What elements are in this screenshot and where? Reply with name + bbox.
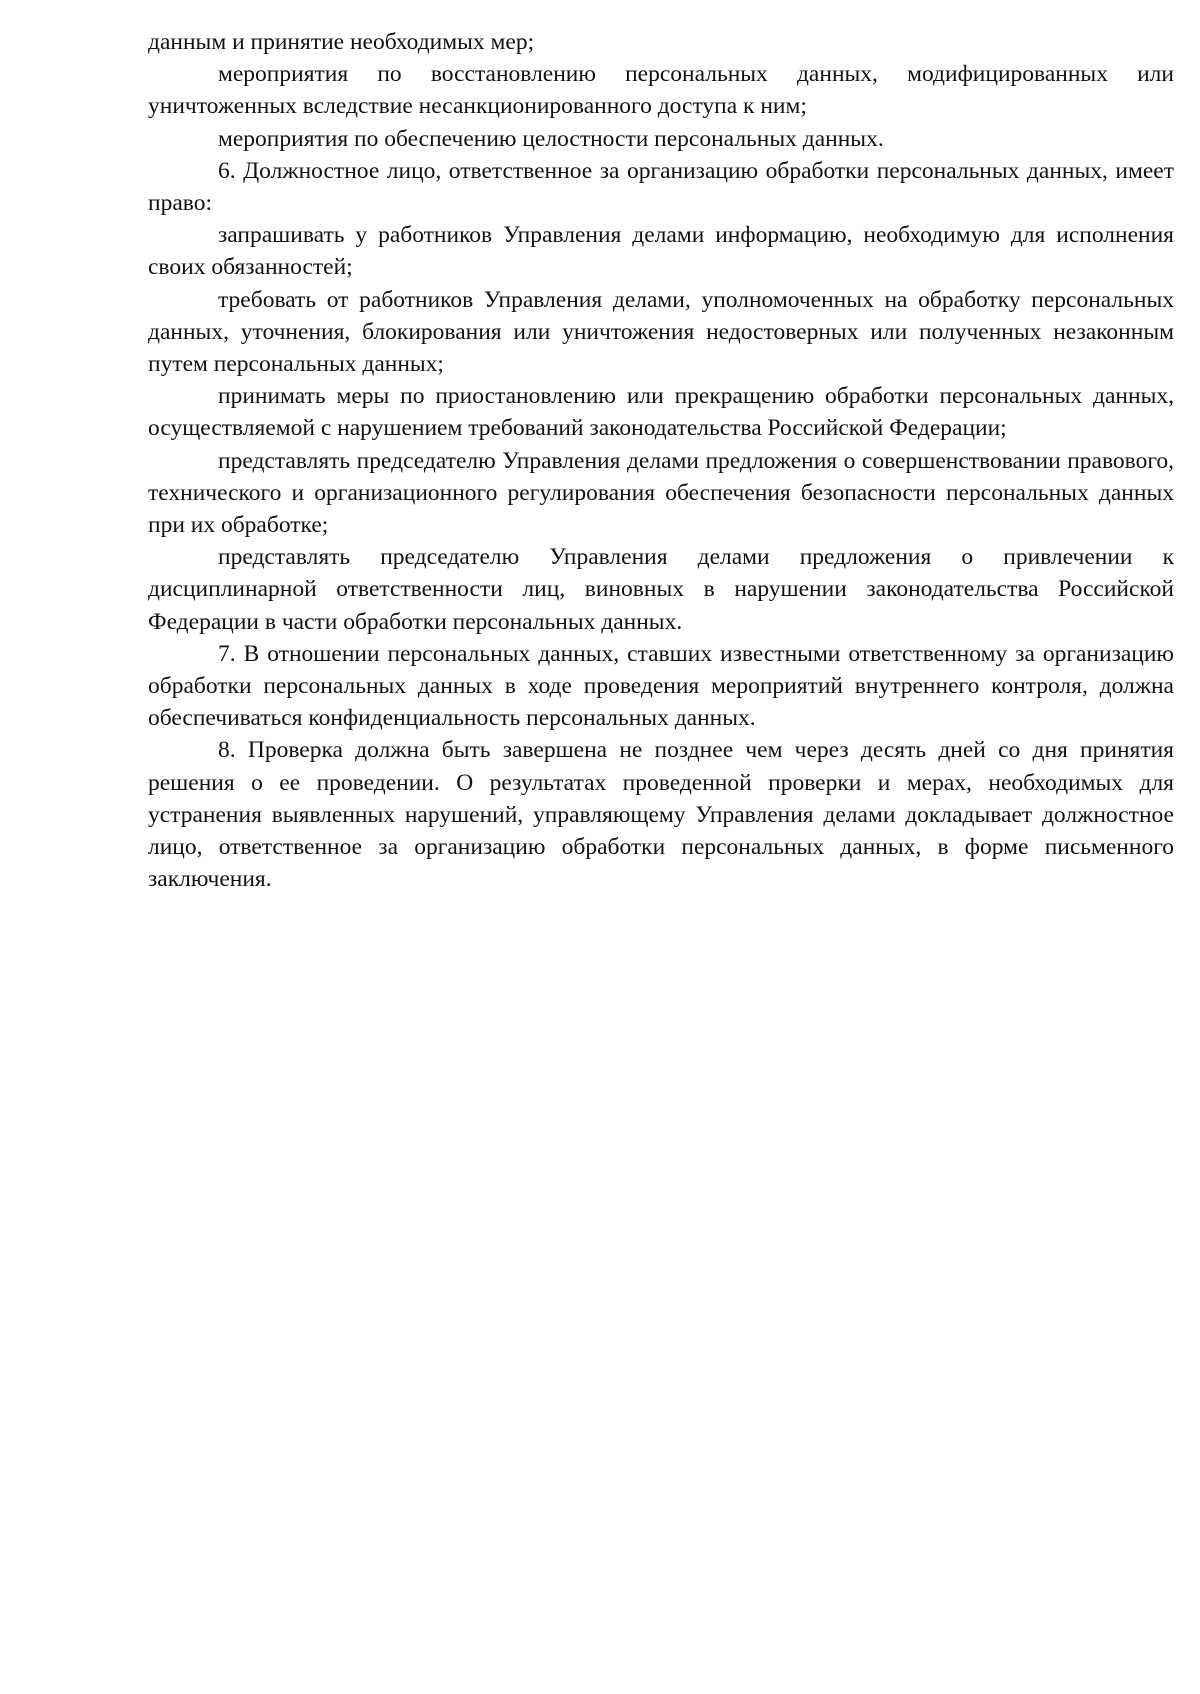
paragraph-disciplinary-proposals: представлять председателю Управления делами предложения о привлечении к дисциплинарной ответственности лиц, виновных в нарушении законодательства Российской Федерации в части обработки персональных данных.	[148, 544, 1174, 635]
paragraph-improvement-proposals: представлять председателю Управления делами предложения о совершенствовании правового, технического и организационного регулирования обеспечения безопасности персональных данных при их обработке;	[148, 447, 1174, 539]
paragraph-continuation: данным и принятие необходимых мер;	[148, 29, 535, 55]
paragraph-item-6: 6. Должностное лицо, ответственное за организацию обработки персональных данных, имеет право:	[148, 157, 1174, 217]
paragraph-restore-data: мероприятия по восстановлению персональных данных, модифицированных или уничтоженных вследствие несанкционированного доступа к ним;	[148, 61, 1174, 120]
paragraph-demand-clarification: требовать от работников Управления делами, уполномоченных на обработку персональных данных, уточнения, блокирования или уничтожения недостоверных или полученных незаконным путем персональных данных;	[148, 286, 1174, 378]
paragraph-request-info: запрашивать у работников Управления делами информацию, необходимую для исполнения своих обязанностей;	[148, 222, 1174, 281]
paragraph-item-7: 7. В отношении персональных данных, ставших известными ответственному за организацию обработки персональных данных в ходе проведения мероприятий внутреннего контроля, должна обеспечиваться конфиденциальность персональных данных.	[148, 640, 1174, 732]
paragraph-suspend-processing: принимать меры по приостановлению или прекращению обработки персональных данных, осуществляемой с нарушением требований законодательства Российской Федерации;	[148, 383, 1174, 442]
paragraph-integrity: мероприятия по обеспечению целостности персональных данных.	[218, 125, 884, 152]
document-page	[148, 26, 1174, 895]
paragraph-item-8: 8. Проверка должна быть завершена не позднее чем через десять дней со дня принятия решения о ее проведении. О результатах проведенной проверки и мерах, необходимых для устранения выявленных нарушений, управляющему Управления делами докладывает должностное лицо, ответственное за организацию обработки персональных данных, в форме письменного заключения.	[148, 737, 1174, 893]
